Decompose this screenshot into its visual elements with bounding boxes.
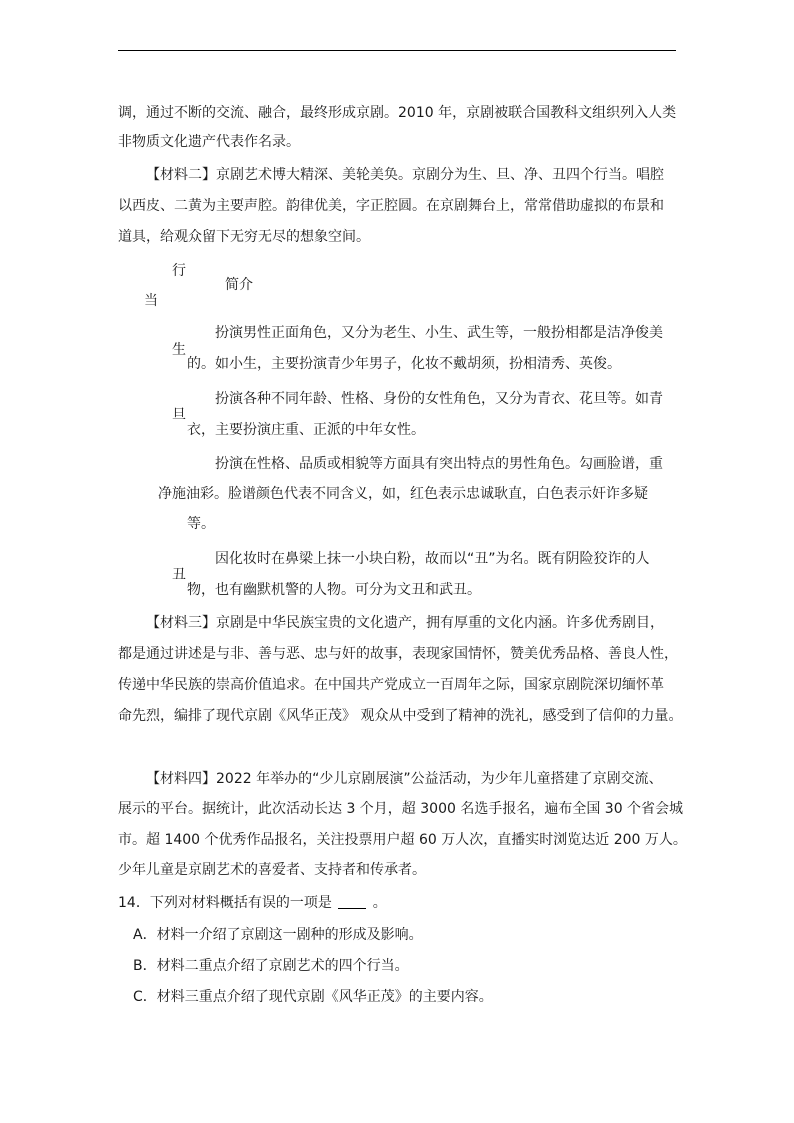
material-1-line-1: 调，通过不断的交流、融合，最终形成京剧。2010 年，京剧被联合国教科文组织列入人类	[118, 105, 677, 121]
header-rule	[118, 50, 676, 51]
table-header-role-2: 当	[144, 293, 158, 309]
role-desc-line-1: 因化妆时在鼻梁上抹一小块白粉，故而以“丑”为名。既有阴险狡诈的人	[215, 551, 650, 567]
role-desc-line-2: 的。如小生，主要扮演青少年男子，化妆不戴胡须，扮相清秀、英俊。	[187, 356, 621, 372]
material-4-line-2: 展示的平台。据统计，此次活动长达 3 个月，超 3000 名选手报名，遍布全国 30 个省会城	[118, 801, 684, 817]
question-stem-text: 14．下列对材料概括有误的一项是	[118, 895, 332, 911]
role-desc-line-1: 扮演各种不同年龄、性格、身份的女性角色，又分为青衣、花旦等。如青	[215, 391, 663, 407]
material-4-line-1: 【材料四】2022 年举办的“少儿京剧展演”公益活动，为少年儿童搭建了京剧交流、	[146, 771, 663, 787]
role-name: 净	[158, 486, 172, 502]
option-c: C．材料三重点介绍了现代京剧《风华正茂》的主要内容。	[133, 989, 493, 1005]
role-name: 生	[172, 342, 186, 358]
material-2-line-3: 道具，给观众留下无穷无尽的想象空间。	[118, 229, 370, 245]
role-name: 旦	[172, 407, 186, 423]
role-desc-line-2: 衣，主要扮演庄重、正派的中年女性。	[187, 422, 425, 438]
material-2-line-2: 以西皮、二黄为主要声腔。韵律优美，字正腔圆。在京剧舞台上，常常借助虚拟的布景和	[118, 198, 664, 214]
material-4-line-4: 少年儿童是京剧艺术的喜爱者、支持者和传承者。	[118, 862, 426, 878]
table-header-role-1: 行	[172, 263, 186, 279]
role-desc-line-2: 物，也有幽默机警的人物。可分为文丑和武丑。	[187, 582, 481, 598]
material-3-line-2: 都是通过讲述是与非、善与恶、忠与奸的故事，表现家国情怀，赞美优秀品格、善良人性，	[118, 646, 678, 662]
material-1-line-2: 非物质文化遗产代表作名录。	[118, 134, 300, 150]
role-name: 丑	[172, 567, 186, 583]
material-3-line-4: 命先烈，编排了现代京剧《风华正茂》 观众从中受到了精神的洗礼，感受到了信仰的力量。	[118, 708, 683, 724]
question-stem-end: 。	[372, 895, 387, 911]
role-desc-line-3: 等。	[187, 516, 215, 532]
role-desc-line-2: 施油彩。脸谱颜色代表不同含义，如，红色表示忠诚耿直，白色表示奸诈多疑	[172, 486, 648, 502]
table-header-intro: 简介	[225, 277, 253, 293]
option-a: A．材料一介绍了京剧这一剧种的形成及影响。	[133, 927, 423, 943]
role-desc-line-1: 扮演男性正面角色，又分为老生、小生、武生等，一般扮相都是洁净俊美	[215, 325, 663, 341]
material-3-line-3: 传递中华民族的崇高价值追求。在中国共产党成立一百周年之际，国家京剧院深切缅怀革	[118, 677, 664, 693]
question-14-stem	[118, 893, 387, 913]
material-2-line-1: 【材料二】京剧艺术博大精深、美轮美奂。京剧分为生、旦、净、丑四个行当。唱腔	[146, 167, 664, 183]
role-desc-line-1: 扮演在性格、品质或相貌等方面具有突出特点的男性角色。勾画脸谱，重	[215, 456, 663, 472]
material-4-line-3: 市。超 1400 个优秀作品报名，关注投票用户超 60 万人次，直播实时浏览达近 200 万人。	[118, 832, 687, 848]
material-3-line-1: 【材料三】京剧是中华民族宝贵的文化遗产，拥有厚重的文化内涵。许多优秀剧目，	[146, 615, 664, 631]
answer-blank	[338, 895, 366, 909]
option-b: B．材料二重点介绍了京剧艺术的四个行当。	[133, 958, 409, 974]
